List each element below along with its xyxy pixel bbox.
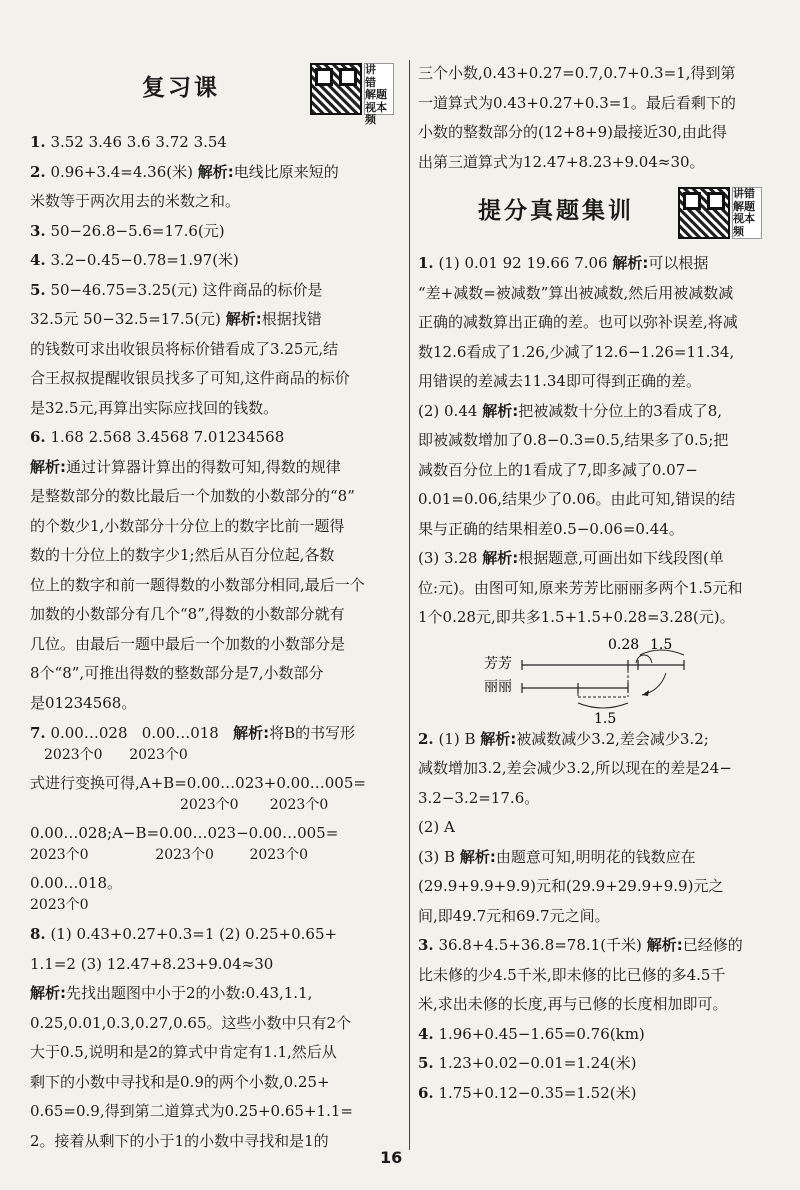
answer-line: 小数的整数部分的(12+8+9)最接近30,由此得 bbox=[418, 123, 727, 141]
row-label-fangfang: 芳芳 bbox=[484, 655, 512, 672]
answer-line: 4. 1.96+0.45−1.65=0.76(km) bbox=[418, 1024, 645, 1043]
answer-line: 3.2−3.2=17.6。 bbox=[418, 788, 540, 807]
answer-line: 1. (1) 0.01 92 19.66 7.06 解析:可以根据 bbox=[418, 254, 709, 272]
brace-15-bottom bbox=[578, 703, 628, 708]
answer-line: 正确的减数算出正确的差。也可以弥补误差,将减 bbox=[418, 313, 738, 331]
answer-line: 一道算式为0.43+0.27+0.3=1。最后看剩下的 bbox=[418, 93, 736, 112]
answer-line: 是01234568。 bbox=[30, 693, 137, 712]
page-number: 16 bbox=[380, 1148, 403, 1167]
answer-line: 5. 50−46.75=3.25(元) 这件商品的标价是 bbox=[30, 280, 323, 299]
answer-line: (29.9+9.9+9.9)元和(29.9+29.9+9.9)元之 bbox=[418, 877, 724, 895]
answer-line: 解析:先找出题图中小于2的小数:0.43,1.1, bbox=[30, 984, 313, 1002]
answer-line: 解析:通过计算器计算出的得数可知,得数的规律 bbox=[30, 457, 341, 476]
answer-line: 出第三道算式为12.47+8.23+9.04≈30。 bbox=[418, 152, 705, 171]
answer-line: 1. 3.52 3.46 3.6 3.72 3.54 bbox=[30, 133, 227, 151]
segment-diagram bbox=[418, 633, 770, 725]
answer-line: 32.5元 50−32.5=17.5(元) 解析:根据找错 bbox=[30, 310, 322, 328]
qr-code-icon[interactable] bbox=[310, 63, 362, 115]
answer-line: 的个数少1,小数部分十分位上的数字比前一题得 bbox=[30, 516, 345, 535]
answer-line: 比未修的少4.5千米,即未修的比已修的多4.5千 bbox=[418, 965, 726, 984]
answer-line: 减数百分位上的1看成了7,即多减了0.07− bbox=[418, 460, 698, 479]
answer-line: 米,求出未修的长度,再与已修的长度相加即可。 bbox=[418, 995, 728, 1013]
answer-line: 8个“8”,可推出得数的整数部分是7,小数部分 bbox=[30, 664, 324, 682]
answer-line: 即被减数增加了0.8−0.3=0.5,结果多了0.5;把 bbox=[418, 431, 729, 449]
answer-line: 0.65=0.9,得到第二道算式为0.25+0.65+1.1= bbox=[30, 1102, 353, 1120]
answer-line: 剩下的小数中寻找和是0.9的两个小数,0.25+ bbox=[30, 1072, 330, 1091]
answer-line: 用错误的差减去11.34即可得到正确的差。 bbox=[418, 372, 701, 390]
section-title: 提分真题集训 bbox=[478, 198, 634, 224]
right-column bbox=[418, 0, 770, 1108]
arrow-head bbox=[642, 690, 649, 696]
answer-line: 减数增加3.2,差会减少3.2,所以现在的差是24− bbox=[418, 759, 732, 777]
answer-line: 间,即49.7元和69.7元之间。 bbox=[418, 906, 610, 925]
answer-line: 三个小数,0.43+0.27=0.7,0.7+0.3=1,得到第 bbox=[418, 64, 736, 82]
right-header bbox=[418, 177, 770, 249]
answer-line: 0.00…018。 bbox=[30, 874, 123, 892]
answer-line: 8. (1) 0.43+0.27+0.3=1 (2) 0.25+0.65+ bbox=[30, 925, 338, 943]
answer-line: (2) A bbox=[418, 818, 455, 836]
answer-line: 4. 3.2−0.45−0.78=1.97(米) bbox=[30, 251, 239, 269]
label-028: 0.28 bbox=[608, 636, 640, 653]
answer-line: 3. 36.8+4.5+36.8=78.1(千米) 解析:已经修的 bbox=[418, 936, 743, 954]
answer-line: (3) B 解析:由题意可知,明明花的钱数应在 bbox=[418, 847, 696, 866]
answer-line: 数12.6看成了1.26,少减了12.6−1.26=11.34, bbox=[418, 342, 735, 361]
label-15-bottom: 1.5 bbox=[594, 710, 617, 725]
qr-code-icon[interactable] bbox=[678, 187, 730, 239]
answer-line: 加数的小数部分有几个“8”,得数的小数部分就有 bbox=[30, 605, 345, 623]
answer-line: 2. 0.96+3.4=4.36(米) 解析:电线比原来短的 bbox=[30, 162, 339, 181]
answer-line: 0.25,0.01,0.3,0.27,0.65。这些小数中只有2个 bbox=[30, 1013, 352, 1032]
underbrace-note: 2023个0 2023个0 2023个0 bbox=[30, 847, 309, 863]
left-column bbox=[30, 0, 402, 1156]
answer-line: 0.01=0.06,结果少了0.06。由此可知,错误的结 bbox=[418, 490, 736, 508]
q7-block bbox=[30, 722, 402, 916]
answer-line: 位上的数字和前一题得数的小数部分相同,最后一个 bbox=[30, 575, 365, 594]
answer-line: 数的十分位上的数字少1;然后从百分位起,各数 bbox=[30, 546, 335, 564]
answer-line: 位:元)。由图可知,原来芳芳比丽丽多两个1.5元和 bbox=[418, 578, 743, 597]
answer-line: (2) 0.44 解析:把被减数十分位上的3看成了8, bbox=[418, 401, 723, 420]
answer-line: 几位。由最后一题中最后一个加数的小数部分是 bbox=[30, 634, 346, 653]
answer-line: 6. 1.75+0.12−0.35=1.52(米) bbox=[418, 1083, 637, 1102]
answer-line: (3) 3.28 解析:根据题意,可画出如下线段图(单 bbox=[418, 549, 724, 567]
section-title: 复习课 bbox=[142, 75, 220, 101]
segment-diagram-svg bbox=[418, 633, 770, 725]
answer-line: 7. 0.00…028 0.00…018 解析:将B的书写形 bbox=[30, 724, 356, 742]
answer-line: 合王叔叔提醒收银员找多了可知,这件商品的标价 bbox=[30, 369, 350, 387]
answer-line: 是整数部分的数比最后一个加数的小数部分的“8” bbox=[30, 487, 355, 505]
answer-line: 果与正确的结果相差0.5−0.06=0.44。 bbox=[418, 519, 684, 538]
answer-line: 米数等于两次用去的米数之和。 bbox=[30, 192, 241, 210]
answer-line: “差+减数=被减数”算出被减数,然后用被减数减 bbox=[418, 283, 734, 302]
underbrace-note: 2023个0 2023个0 bbox=[44, 747, 188, 763]
row-label-lili: 丽丽 bbox=[484, 678, 512, 695]
answer-line: 2. (1) B 解析:被减数减少3.2,差会减少3.2; bbox=[418, 729, 709, 748]
answer-line: 1个0.28元,即共多1.5+1.5+0.28=3.28(元)。 bbox=[418, 608, 735, 626]
label-15-top: 1.5 bbox=[650, 636, 673, 653]
answer-line: 是32.5元,再算出实际应找回的钱数。 bbox=[30, 398, 279, 417]
answer-line: 的钱数可求出收银员将标价错看成了3.25元,结 bbox=[30, 339, 339, 358]
answer-line: 1.1=2 (3) 12.47+8.23+9.04≈30 bbox=[30, 954, 274, 973]
answer-line: 2。接着从剩下的小于1的小数中寻找和是1的 bbox=[30, 1131, 329, 1150]
underbrace-note: 2023个0 bbox=[30, 897, 89, 913]
answer-line: 式进行变换可得,A+B=0.00…023+0.00…005= bbox=[30, 774, 366, 792]
qr-label: 讲 错 解题 视本 频 bbox=[364, 63, 394, 115]
answer-line: 5. 1.23+0.02−0.01=1.24(米) bbox=[418, 1054, 637, 1072]
left-header bbox=[30, 60, 402, 128]
underbrace-note: 2023个0 2023个0 bbox=[180, 797, 329, 813]
answer-line: 0.00…028;A−B=0.00…023−0.00…005= bbox=[30, 824, 339, 842]
move-arrow bbox=[642, 673, 666, 695]
qr-label: 讲错 解题 视本 频 bbox=[732, 187, 762, 239]
column-divider bbox=[409, 60, 410, 1150]
answer-line: 3. 50−26.8−5.6=17.6(元) bbox=[30, 221, 225, 240]
answer-line: 大于0.5,说明和是2的算式中肯定有1.1,然后从 bbox=[30, 1043, 337, 1061]
answer-line: 6. 1.68 2.568 3.4568 7.01234568 bbox=[30, 428, 285, 446]
